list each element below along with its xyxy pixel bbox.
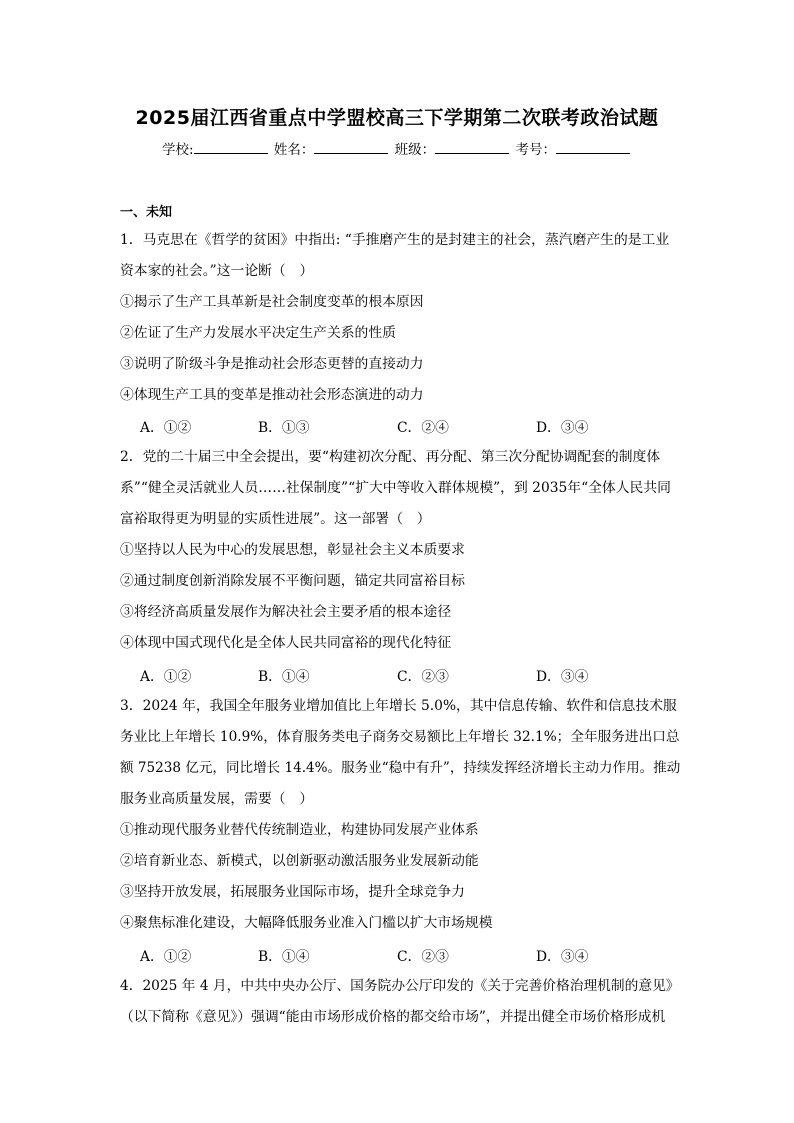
question-3-item-4: ④聚焦标准化建设，大幅降低服务业准入门槛以扩大市场规模 — [120, 915, 493, 931]
question-1-options — [140, 416, 640, 436]
number-blank[interactable] — [556, 141, 630, 154]
option-b[interactable]: B．①④ — [258, 949, 310, 965]
question-3-stem-line-3: 额 75238 亿元，同比增长 14.4%。服务业“稳中有升”，持续发挥经济增长主动力作用。推动 — [120, 760, 681, 776]
option-a[interactable]: A．①② — [140, 420, 192, 436]
name-label: 姓名： — [273, 142, 315, 158]
question-3-options — [140, 945, 640, 965]
option-a[interactable]: A．①② — [140, 669, 192, 685]
school-blank[interactable] — [194, 141, 268, 154]
question-1-item-1: ①揭示了生产工具革新是社会制度变革的根本原因 — [120, 294, 424, 310]
number-label: 考号： — [515, 142, 556, 158]
name-blank[interactable] — [314, 141, 388, 154]
question-3-stem-line-2: 务业比上年增长 10.9%，体育服务类电子商务交易额比上年增长 32.1%；全年服务进出口总 — [120, 729, 680, 745]
question-4-stem-line-1: 4．2025 年 4 月，中共中央办公厅、国务院办公厅印发的《关于完善价格治理机制的意见》 — [120, 978, 680, 994]
question-1-item-2: ②佐证了生产力发展水平决定生产关系的性质 — [120, 325, 396, 341]
option-c[interactable]: C．②③ — [397, 669, 449, 685]
option-d[interactable]: D．③④ — [536, 949, 589, 965]
question-1-stem-line-2: 资本家的社会。”这一论断（ ） — [120, 263, 314, 279]
question-2-stem-line-3: 富裕取得更为明显的实质性进展”。这一部署（ ） — [120, 511, 431, 527]
page-title: 2025届江西省重点中学盟校高三下学期第二次联考政治试题 — [135, 107, 659, 129]
question-3-item-3: ③坚持开放发展，拓展服务业国际市场，提升全球竞争力 — [120, 884, 465, 900]
school-label: 学校: — [162, 142, 194, 158]
question-4-stem-line-2: （以下简称《意见》）强调“能由市场形成价格的都交给市场”，并提出健全市场价格形成机 — [120, 1009, 666, 1025]
student-info-line — [0, 138, 794, 158]
question-3-item-2: ②培育新业态、新模式，以创新驱动激活服务业发展新动能 — [120, 853, 479, 869]
option-c[interactable]: C．②③ — [397, 949, 449, 965]
question-1-stem-line-1: 1．马克思在《哲学的贫困》中指出: “手推磨产生的是封建主的社会，蒸汽磨产生的是工业 — [120, 232, 670, 248]
question-2-item-4: ④体现中国式现代化是全体人民共同富裕的现代化特征 — [120, 635, 452, 651]
question-3-item-1: ①推动现代服务业替代传统制造业，构建协同发展产业体系 — [120, 822, 479, 838]
question-2-item-2: ②通过制度创新消除发展不平衡问题，锚定共同富裕目标 — [120, 573, 465, 589]
option-d[interactable]: D．③④ — [536, 669, 589, 685]
option-b[interactable]: B．①④ — [258, 669, 310, 685]
class-blank[interactable] — [435, 141, 509, 154]
question-1-item-4: ④体现生产工具的变革是推动社会形态演进的动力 — [120, 387, 424, 403]
question-3-stem-line-4: 服务业高质量发展，需要（ ） — [120, 791, 314, 807]
option-b[interactable]: B．①③ — [258, 420, 310, 436]
question-2-item-1: ①坚持以人民为中心的发展思想，彰显社会主义本质要求 — [120, 542, 465, 558]
question-2-stem-line-2: 系”“健全灵活就业人员……社保制度”“扩大中等收入群体规模”，到 2035年“全体人民共同 — [120, 480, 671, 496]
question-3-stem-line-1: 3．2024 年，我国全年服务业增加值比上年增长 5.0%，其中信息传输、软件和信息技术服 — [120, 698, 677, 714]
class-label: 班级： — [394, 142, 436, 158]
question-2-item-3: ③将经济高质量发展作为解决社会主要矛盾的根本途径 — [120, 604, 452, 620]
option-c[interactable]: C．②④ — [397, 420, 449, 436]
section-heading: 一、未知 — [120, 205, 173, 220]
question-1-item-3: ③说明了阶级斗争是推动社会形态更替的直接动力 — [120, 356, 424, 372]
option-a[interactable]: A．①② — [140, 949, 192, 965]
question-2-options — [140, 665, 640, 685]
option-d[interactable]: D．③④ — [536, 420, 589, 436]
question-2-stem-line-1: 2．党的二十届三中全会提出，要“构建初次分配、再分配、第三次分配协调配套的制度体 — [120, 449, 661, 465]
